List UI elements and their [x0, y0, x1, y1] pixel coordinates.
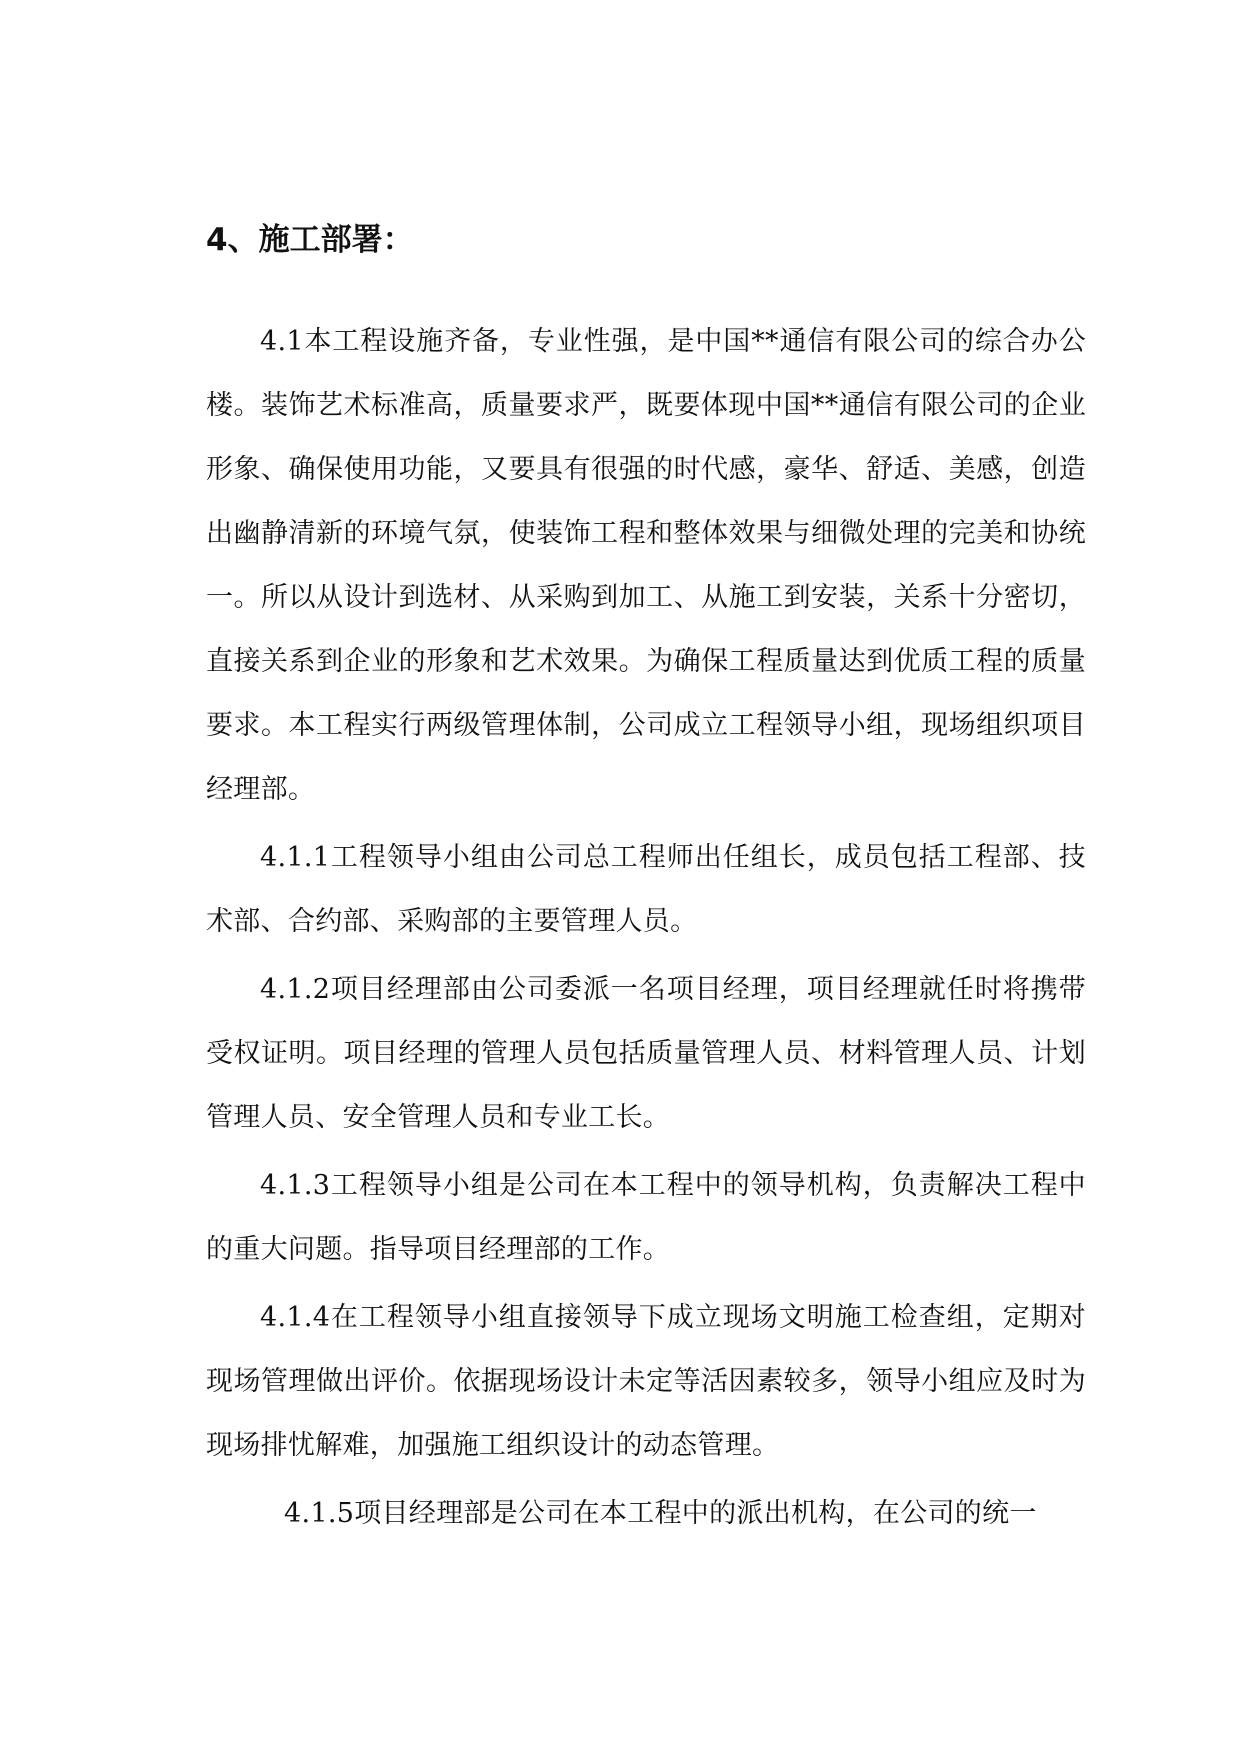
paragraph-4-1-1: 4.1.1工程领导小组由公司总工程师出任组长，成员包括工程部、技术部、合约部、采购部的主要管理人员。	[206, 842, 1086, 937]
paragraph-4-1-3: 4.1.3工程领导小组是公司在本工程中的领导机构，负责解决工程中的重大问题。指导项目经理部的工作。	[206, 1170, 1086, 1265]
section-heading: 4、施工部署：	[206, 222, 414, 258]
paragraph-4-1: 4.1本工程设施齐备，专业性强，是中国**通信有限公司的综合办公楼。装饰艺术标准高，质量要求严，既要体现中国**通信有限公司的企业形象、确保使用功能，又要具有很强的时代感，豪华、舒适、美感，创造出幽静清新的环境气氛，使装饰工程和整体效果与细微处理的完美和协统一。所以从设计到选材、从采购到加工、从施工到安装，关系十分密切，直接关系到企业的形象和艺术效果。为确保工程质量达到优质工程的质量要求。本工程实行两级管理体制，公司成立工程领导小组，现场组织项目经理部。	[206, 326, 1086, 805]
paragraph-4-1-5: 4.1.5项目经理部是公司在本工程中的派出机构，在公司的统一	[284, 1498, 1037, 1529]
paragraph-4-1-2: 4.1.2项目经理部由公司委派一名项目经理，项目经理就任时将携带受权证明。项目经理的管理人员包括质量管理人员、材料管理人员、计划管理人员、安全管理人员和专业工长。	[206, 974, 1086, 1133]
body-text	[206, 310, 1086, 1550]
paragraph-4-1-4: 4.1.4在工程领导小组直接领导下成立现场文明施工检查组，定期对现场管理做出评价。依据现场设计未定等活因素较多，领导小组应及时为现场排忧解难，加强施工组织设计的动态管理。	[206, 1302, 1086, 1461]
